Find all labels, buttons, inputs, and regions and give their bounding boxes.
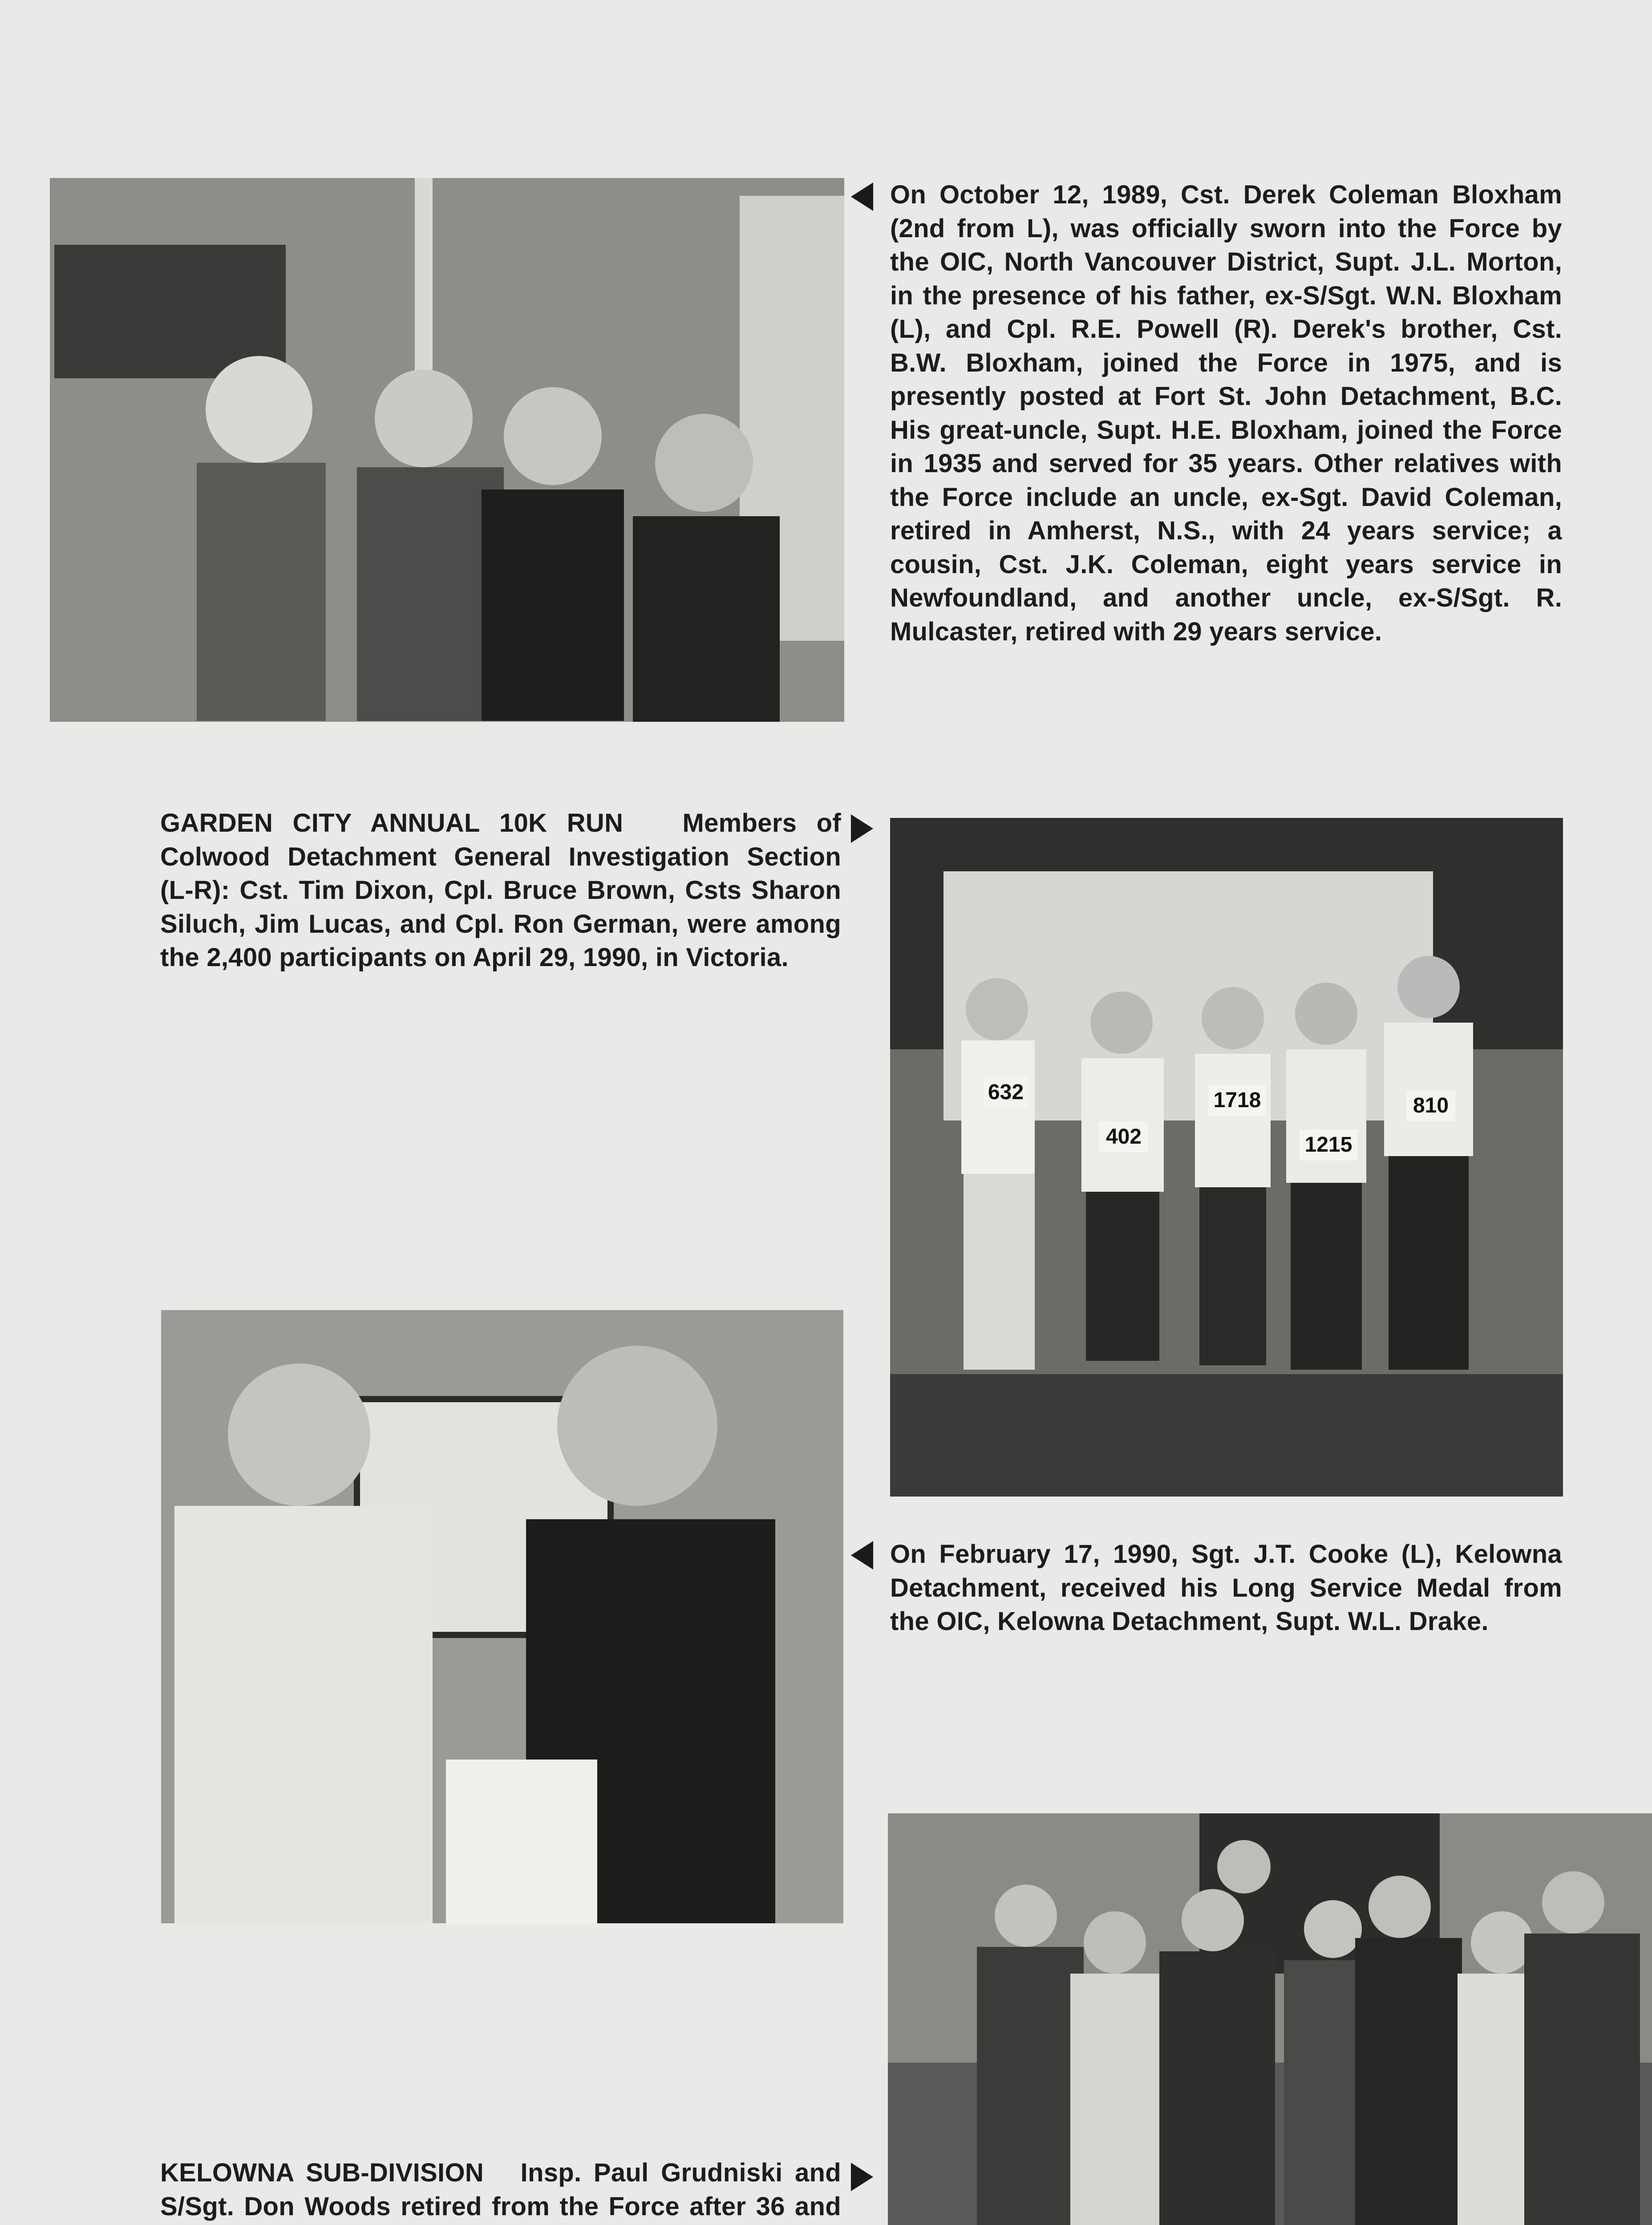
- bib-number: 632: [984, 1077, 1028, 1108]
- bib-number: 1718: [1208, 1085, 1266, 1116]
- caption-kelowna: [160, 2156, 841, 2225]
- photo-medal-presentation: [161, 1310, 843, 1923]
- bib-number: 402: [1099, 1121, 1148, 1153]
- caption-pointer-right-1: [851, 814, 873, 843]
- bib-number: 810: [1406, 1090, 1455, 1121]
- photo-retirement-group: [888, 1813, 1652, 2225]
- caption-run: [160, 806, 841, 975]
- caption-run-text: Members of Colwood Detachment General Investigation Section (L-R): Cst. Tim Dixon, Cpl. Bruce Brown, Csts Sharon Siluch, Jim Lucas, and Cpl. Ron German, were among the 2,400 participants on April 29, 1990, in Victoria.: [160, 809, 841, 972]
- caption-pointer-left-1: [851, 182, 873, 211]
- caption-pointer-left-2: [851, 1541, 873, 1570]
- caption-run-heading: GARDEN CITY ANNUAL 10K RUN: [160, 809, 624, 837]
- caption-medal: On February 17, 1990, Sgt. J.T. Cooke (L), Kelowna Detachment, received his Long Service Medal from the OIC, Kelowna Detachment, Supt. W.L. Drake.: [890, 1540, 1562, 1636]
- caption-kelowna-text: Insp. Paul Grudniski and S/Sgt. Don Woods retired from the Force after 36 and: [160, 2158, 841, 2221]
- caption-kelowna-heading: KELOWNA SUB-DIVISION: [160, 2158, 484, 2187]
- caption-pointer-right-2: [851, 2163, 873, 2191]
- photo-runners: [890, 818, 1563, 1497]
- photo-swearing-in: [50, 178, 844, 722]
- bib-number: 1215: [1300, 1129, 1357, 1161]
- caption-swearing-in: On October 12, 1989, Cst. Derek Coleman Bloxham (2nd from L), was officially sworn into the Force by the OIC, North Vancouver District, Supt. J.L. Morton, in the presence of his father, ex-S/Sgt. W.N. Bloxham (L), and Cpl. R.E. Powell (R). Derek's brother, Cst. B.W. Bloxham, joined the Force in 1975, and is presently posted at Fort St. John Detachment, B.C. His great-uncle, Supt. H.E. Bloxham, joined the Force in 1935 and served for 35 years. Other relatives with the Force include an uncle, ex-Sgt. David Coleman, retired in Amherst, N.S., with 24 years service; a cousin, Cst. J.K. Coleman, eight years service in Newfoundland, and another uncle, ex-S/Sgt. R. Mulcaster, retired with 29 years service.: [890, 180, 1562, 646]
